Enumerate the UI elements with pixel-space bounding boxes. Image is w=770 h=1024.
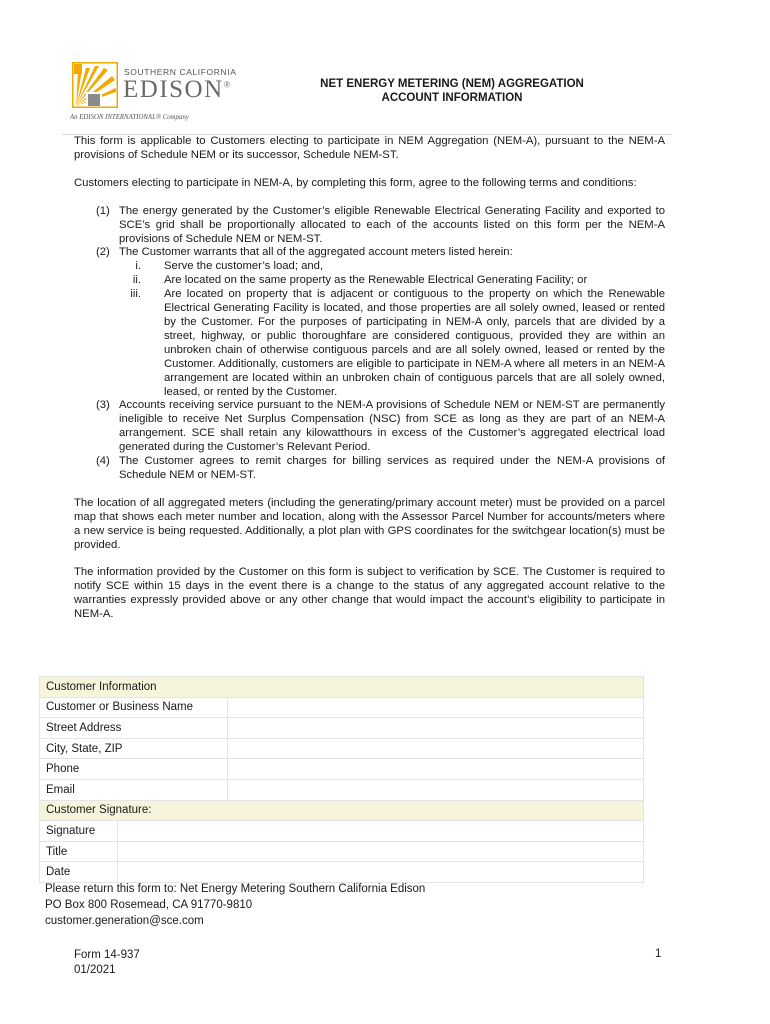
agree-paragraph: Customers electing to participate in NEM-A, by completing this form, agree to the following terms and conditions: [74, 176, 637, 189]
return-address [45, 881, 425, 929]
term-item [74, 246, 665, 399]
table-row [40, 821, 644, 842]
verification-paragraph: The information provided by the Customer on this form is subject to verification by SCE. The Customer is required to notify SCE within 15 days in the event there is a change to the status of any aggregated account relative to the warranties expressly provided above or any other change that would impact the account’s eligibility to participate in NEM-A. [74, 566, 665, 621]
logo-tagline: An EDISON INTERNATIONAL® Company [70, 114, 189, 121]
date-field[interactable] [118, 862, 644, 883]
roman-numeral: ii. [132, 274, 141, 287]
return-line-2: PO Box 800 Rosemead, CA 91770-9810 [45, 899, 253, 911]
term-text: The Customer agrees to remit charges for billing services as required under the NEM-A provisions of Schedule NEM or NEM-ST. [119, 455, 665, 481]
footer [74, 948, 140, 978]
city-state-zip-label: City, State, ZIP [40, 738, 228, 759]
warranty-item [119, 288, 665, 399]
terms-body [74, 135, 665, 636]
page-title [262, 77, 642, 105]
signature-header: Customer Signature: [40, 800, 644, 821]
table-row [40, 759, 644, 780]
city-state-zip-field[interactable] [228, 738, 644, 759]
form-date: 01/2021 [74, 964, 116, 976]
table-row [40, 800, 644, 821]
warranty-text: Serve the customer’s load; and, [164, 260, 324, 273]
customer-info-header: Customer Information [40, 677, 644, 698]
location-paragraph: The location of all aggregated meters (including the generating/primary account meter) must be provided on a parcel map that shows each meter number and location, along with the Assessor Parcel Number for accounts/meters where a new service is being requested. Additionally, a plot plan with GPS coordinates for the switchgear location(s) must be provided. [74, 496, 665, 551]
warranty-item [119, 274, 665, 288]
phone-label: Phone [40, 759, 228, 780]
return-line-1: Please return this form to: Net Energy Metering Southern California Edison [45, 883, 426, 895]
signature-field[interactable] [118, 821, 644, 842]
form-number: Form 14-937 [74, 949, 140, 961]
table-row [40, 738, 644, 759]
date-label: Date [40, 862, 118, 883]
sce-logo [72, 62, 242, 124]
table-row [40, 779, 644, 800]
title-label: Title [40, 841, 118, 862]
business-name-field[interactable] [228, 697, 644, 718]
page-number: 1 [655, 948, 662, 960]
table-row [40, 862, 644, 883]
sun-burst-icon [72, 62, 118, 108]
customer-info-table [39, 676, 644, 883]
warranty-text: Are located on property that is adjacent or contiguous to the property on which the Renewable Electrical Generating Facility is located, and those properties are all solely owned, leased or rented by the Customer. For the purposes of participating in NEM-A only, parcels that are divided by a street, highway, or public thoroughfare are considered contiguous, provided they are within an unbroken chain of otherwise contiguous parcels and are all solely owned, leased or rented by the Customer. Additionally, customers are eligible to participate in NEM-A where all meters in an NEM-A arrangement are located within an unbroken chain of contiguous parcels that are all solely owned, leased, or rented by the Customer. [164, 288, 665, 398]
title-line-2: ACCOUNT INFORMATION [381, 92, 523, 104]
term-item [74, 205, 665, 247]
street-address-field[interactable] [228, 718, 644, 739]
term-number: (2) [96, 246, 110, 259]
table-row [40, 718, 644, 739]
table-row [40, 697, 644, 718]
term-number: (1) [96, 204, 110, 217]
term-item [74, 455, 665, 483]
term-number: (4) [96, 455, 110, 468]
term-text: The energy generated by the Customer’s eligible Renewable Electrical Generating Facility and exported to SCE’s grid shall be proportionally allocated to each of the accounts listed on this form per the NEM-A provisions of Schedule NEM or NEM-ST. [119, 204, 665, 245]
signature-label: Signature [40, 821, 118, 842]
street-address-label: Street Address [40, 718, 228, 739]
email-field[interactable] [228, 779, 644, 800]
roman-numeral: iii. [130, 288, 141, 301]
term-text: The Customer warrants that all of the aggregated account meters listed herein: [119, 246, 513, 259]
phone-field[interactable] [228, 759, 644, 780]
title-line-1: NET ENERGY METERING (NEM) AGGREGATION [320, 78, 584, 90]
table-row [40, 841, 644, 862]
table-row [40, 677, 644, 698]
warranty-item [119, 260, 665, 274]
warranty-text: Are located on the same property as the Renewable Electrical Generating Facility; or [164, 274, 588, 287]
term-number: (3) [96, 399, 110, 412]
terms-list [74, 205, 665, 483]
intro-paragraph: This form is applicable to Customers electing to participate in NEM Aggregation (NEM-A), pursuant to the NEM-A provisions of Schedule NEM or its successor, Schedule NEM-ST. [74, 135, 665, 161]
warranty-list [119, 260, 665, 399]
roman-numeral: i. [135, 260, 141, 273]
title-field[interactable] [118, 841, 644, 862]
term-item [74, 399, 665, 455]
term-text: Accounts receiving service pursuant to the NEM-A provisions of Schedule NEM or NEM-ST are permanently ineligible to receive Net Surplus Compensation (NSC) from SCE as long as they are part of an NEM-A arrangement. SCE shall retain any kilowatthours in excess of the Customer’s aggregated electrical load generated during the Customer’s Relevant Period. [119, 399, 665, 454]
business-name-label: Customer or Business Name [40, 697, 228, 718]
logo-top-text: SOUTHERN CALIFORNIA [124, 67, 237, 77]
return-email: customer.generation@sce.com [45, 915, 204, 927]
email-label: Email [40, 779, 228, 800]
logo-main-text: EDISON® [123, 76, 233, 103]
